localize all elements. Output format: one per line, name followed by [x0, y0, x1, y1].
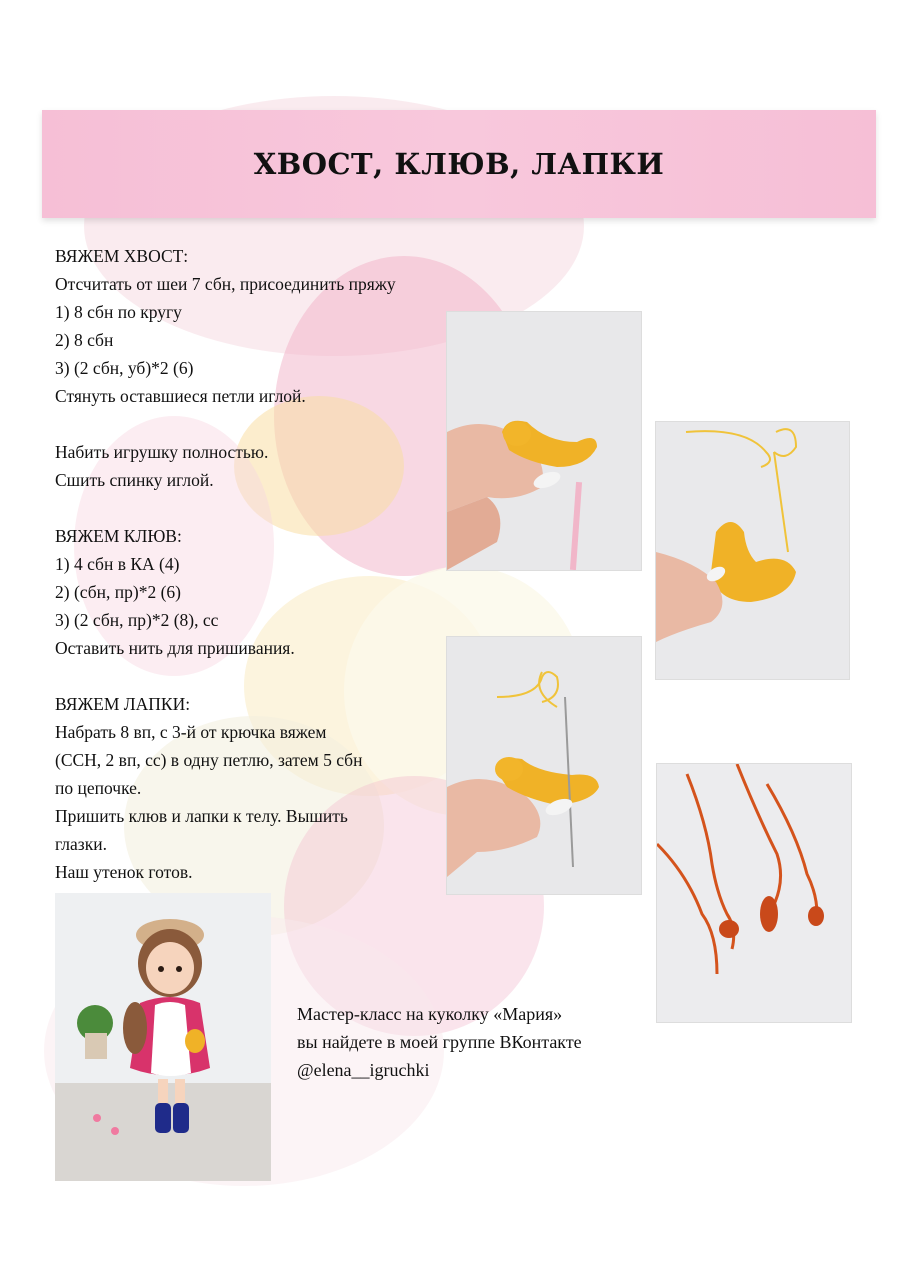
- promo-line: Мастер-класс на куколку «Мария»: [297, 1004, 563, 1024]
- page-title: ХВОСТ, КЛЮВ, ЛАПКИ: [253, 147, 665, 181]
- promo-text: [297, 1000, 657, 1084]
- beak-line: Оставить нить для пришивания.: [55, 638, 295, 658]
- feet-line: глазки.: [55, 834, 107, 854]
- tail-line: Стянуть оставшиеся петли иглой.: [55, 386, 306, 406]
- feet-line: по цепочке.: [55, 778, 142, 798]
- finish-line: Набить игрушку полностью.: [55, 442, 269, 462]
- photo-doll: [55, 893, 271, 1181]
- photo-feet: [656, 763, 852, 1023]
- finish-line: Сшить спинку иглой.: [55, 470, 214, 490]
- photo-duck-body: [655, 421, 850, 680]
- tail-heading: ВЯЖЕМ ХВОСТ:: [55, 246, 189, 266]
- beak-line: 1) 4 сбн в КА (4): [55, 554, 180, 574]
- photo-needle: [446, 636, 642, 895]
- feet-line: (ССН, 2 вп, сс) в одну петлю, затем 5 сбн: [55, 750, 363, 770]
- tail-line: 3) (2 сбн, уб)*2 (6): [55, 358, 194, 378]
- tail-line: 2) 8 сбн: [55, 330, 114, 350]
- feet-line: Набрать 8 вп, с 3-й от крючка вяжем: [55, 722, 327, 742]
- beak-line: 3) (2 сбн, пр)*2 (8), сс: [55, 610, 219, 630]
- feet-line: Наш утенок готов.: [55, 862, 193, 882]
- promo-handle: @elena__igruchki: [297, 1060, 430, 1080]
- beak-line: 2) (сбн, пр)*2 (6): [55, 582, 182, 602]
- tail-line: Отсчитать от шеи 7 сбн, присоединить пряжу: [55, 274, 396, 294]
- feet-heading: ВЯЖЕМ ЛАПКИ:: [55, 694, 191, 714]
- title-banner: [42, 110, 876, 218]
- instructions: [55, 242, 455, 886]
- photo-tail-hook: [446, 311, 642, 571]
- feet-line: Пришить клюв и лапки к телу. Вышить: [55, 806, 348, 826]
- tail-line: 1) 8 сбн по кругу: [55, 302, 182, 322]
- beak-heading: ВЯЖЕМ КЛЮВ:: [55, 526, 182, 546]
- promo-line: вы найдете в моей группе ВКонтакте: [297, 1032, 582, 1052]
